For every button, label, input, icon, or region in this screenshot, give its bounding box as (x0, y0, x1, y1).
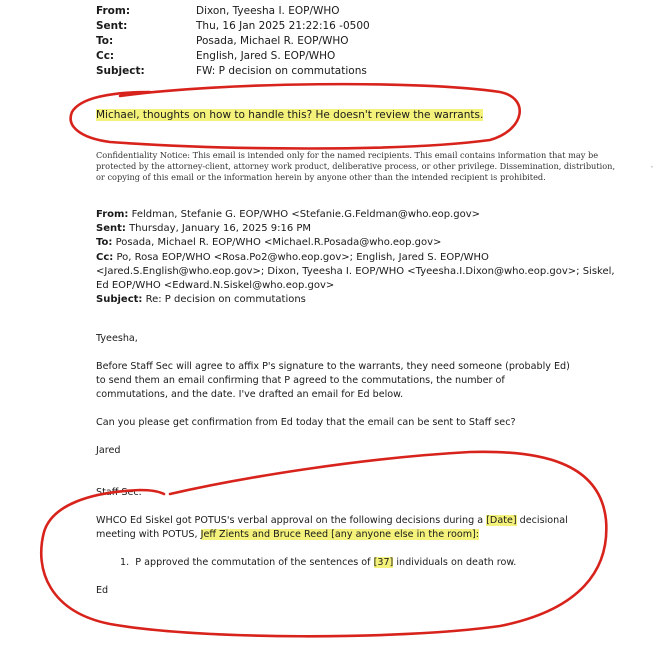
red-loop-draft-annotation (41, 452, 606, 636)
fwd-sent-value: Thursday, January 16, 2025 9:16 PM (129, 223, 312, 235)
paragraph-2: Can you please get confirmation from Ed today that the email can be sent to Staff sec? (96, 417, 516, 428)
header-sent-value: Thu, 16 Jan 2025 21:22:16 -0500 (196, 20, 370, 32)
draft-p1-before: WHCO Ed Siskel got POTUS's verbal approval on the following decisions during a (96, 515, 487, 526)
header-sent-row (96, 19, 370, 34)
fwd-from-label: From: (96, 209, 129, 220)
header-from-row (96, 4, 340, 19)
confidentiality-notice: Confidentiality Notice: This email is intended only for the named recipients. This email contains information that may be protected by the attorney-client, attorney work product, deliberative process, or other privilege. Dissemination, distribution, or copying of this email or the information herein by anyone other than the intended recipient is prohibited. (96, 150, 616, 182)
paragraph-1: Before Staff Sec will agree to affix P's signature to the warrants, they need someone (probably Ed) to send them an email confirming that P agreed to the commutations, the number of commutations, and the date. I've drafted an email for Ed below. (96, 361, 570, 400)
draft-salutation: Staff Sec. (96, 487, 142, 498)
highlighted-note (96, 108, 483, 122)
draft-p1-middle: decisional meeting with POTUS, (96, 515, 568, 540)
note-highlight: Michael, thoughts on how to handle this? He doesn't review the warrants. (96, 109, 484, 121)
header-sent-label: Sent: (96, 20, 128, 32)
draft-date-placeholder: [Date] (486, 515, 517, 526)
draft-paragraph (96, 514, 576, 542)
margin-mark: · (650, 160, 654, 174)
draft-signoff-ed: Ed (96, 585, 109, 596)
header-subject-label: Subject: (96, 65, 145, 77)
header-cc-row (96, 49, 335, 64)
header-to-value: Posada, Michael R. EOP/WHO (196, 35, 349, 47)
header-from-label: From: (96, 5, 131, 17)
fwd-subject-row (96, 293, 616, 307)
list-count-highlight: [37] (373, 557, 394, 568)
signoff-jared: Jared (96, 445, 121, 456)
header-cc-label: Cc: (96, 50, 115, 62)
greeting: Tyeesha, (96, 333, 138, 344)
fwd-subject-value: Re: P decision on commutations (145, 294, 306, 306)
fwd-cc-label: Cc: (96, 251, 114, 263)
header-subject-value: FW: P decision on commutations (196, 65, 367, 77)
header-from-value: Dixon, Tyeesha I. EOP/WHO (196, 5, 340, 17)
fwd-cc-value: Po, Rosa EOP/WHO <Rosa.Po2@who.eop.gov>; English, Jared S. EOP/WHO <Jared.S.English@who.eop.gov>; Dixon, Tyeesha I. EOP/WHO <Tyeesha.I.Dixon@who.eop.gov>; Siskel, Ed EOP/WHO <Edward.N.Siskel@who.eop.gov> (96, 251, 615, 292)
fwd-from-row (96, 208, 616, 222)
header-subject-row (96, 64, 367, 79)
fwd-cc-row (96, 251, 616, 294)
fwd-to-label: To: (96, 237, 113, 249)
list-marker: 1. (120, 557, 130, 568)
fwd-to-value: Posada, Michael R. EOP/WHO <Michael.R.Posada@who.eop.gov> (115, 237, 442, 249)
header-to-row (96, 34, 349, 49)
draft-names-highlight: Jeff Zients and Bruce Reed [any anyone else in the room]: (200, 529, 480, 540)
header-cc-value: English, Jared S. EOP/WHO (196, 50, 336, 62)
list-after: individuals on death row. (393, 557, 517, 568)
header-to-label: To: (96, 35, 114, 47)
fwd-sent-label: Sent: (96, 223, 126, 235)
fwd-from-value: Feldman, Stefanie G. EOP/WHO <Stefanie.G.Feldman@who.eop.gov> (131, 209, 481, 220)
fwd-to-row (96, 236, 616, 250)
draft-list-item (120, 556, 600, 570)
fwd-sent-row (96, 222, 616, 236)
list-before: P approved the commutation of the sentences of (135, 557, 374, 568)
forwarded-header (96, 208, 616, 307)
fwd-subject-label: Subject: (96, 294, 143, 306)
